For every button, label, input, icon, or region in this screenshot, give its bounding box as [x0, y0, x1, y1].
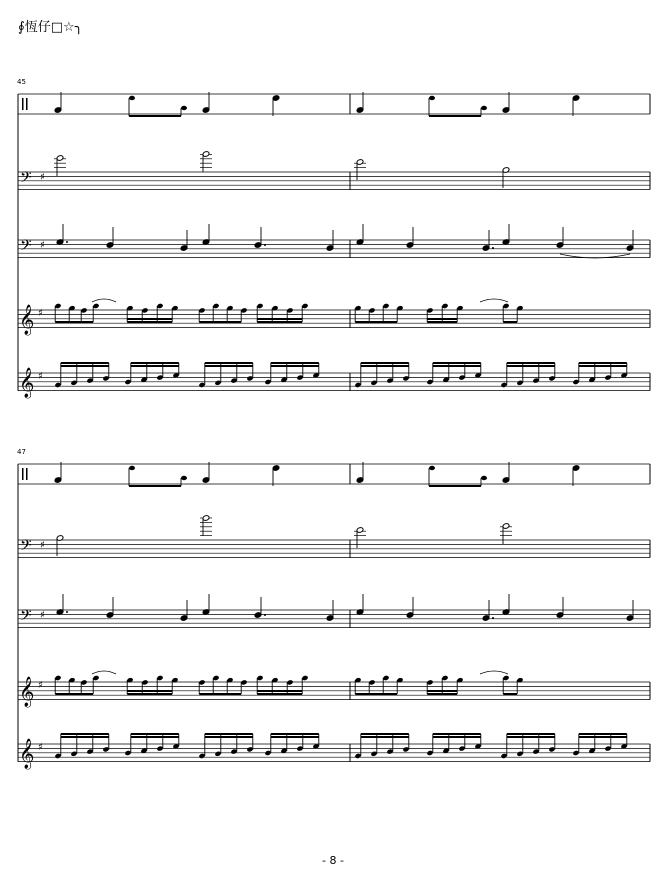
key-signature-sharp: ♯	[38, 680, 43, 691]
percussion-note	[481, 476, 487, 480]
key-signature-sharp: ♯	[40, 240, 45, 251]
dot	[66, 241, 68, 243]
bass-clef: 𝄢	[20, 169, 32, 190]
percussion-note	[129, 96, 135, 100]
key-signature-sharp: ♯	[38, 371, 43, 382]
tie	[480, 299, 508, 302]
bass-clef: 𝄢	[20, 607, 32, 628]
key-signature-sharp: ♯	[40, 172, 45, 183]
dot	[66, 611, 68, 613]
measure-number-system-2: 47	[17, 448, 26, 456]
treble-clef: 𝄞	[19, 368, 35, 398]
measure-number-system-1: 45	[17, 78, 26, 86]
key-signature-sharp: ♯	[40, 610, 45, 621]
key-signature-sharp: ♯	[38, 308, 43, 319]
tie	[92, 299, 116, 302]
percussion-clef	[22, 98, 24, 110]
percussion-note	[481, 106, 487, 110]
page-number: - 8 -	[322, 854, 344, 867]
percussion-note	[429, 96, 435, 100]
treble-clef: 𝄞	[19, 739, 35, 769]
treble-clef: 𝄞	[19, 677, 35, 707]
tie	[480, 671, 508, 674]
bass-clef: 𝄢	[20, 237, 32, 258]
score-title: ∮恆仔□☆╮	[18, 20, 83, 35]
percussion-note	[429, 466, 435, 470]
percussion-clef	[22, 468, 24, 480]
key-signature-sharp: ♯	[38, 742, 43, 753]
dot	[492, 617, 494, 619]
percussion-note	[181, 106, 187, 110]
treble-clef: 𝄞	[19, 305, 35, 335]
bass-clef: 𝄢	[20, 537, 32, 558]
dot	[264, 244, 266, 246]
percussion-clef	[26, 468, 28, 480]
percussion-clef	[26, 98, 28, 110]
key-signature-sharp: ♯	[40, 540, 45, 551]
percussion-note	[181, 476, 187, 480]
percussion-note	[129, 466, 135, 470]
dot	[492, 247, 494, 249]
tie	[92, 671, 116, 674]
dot	[264, 614, 266, 616]
